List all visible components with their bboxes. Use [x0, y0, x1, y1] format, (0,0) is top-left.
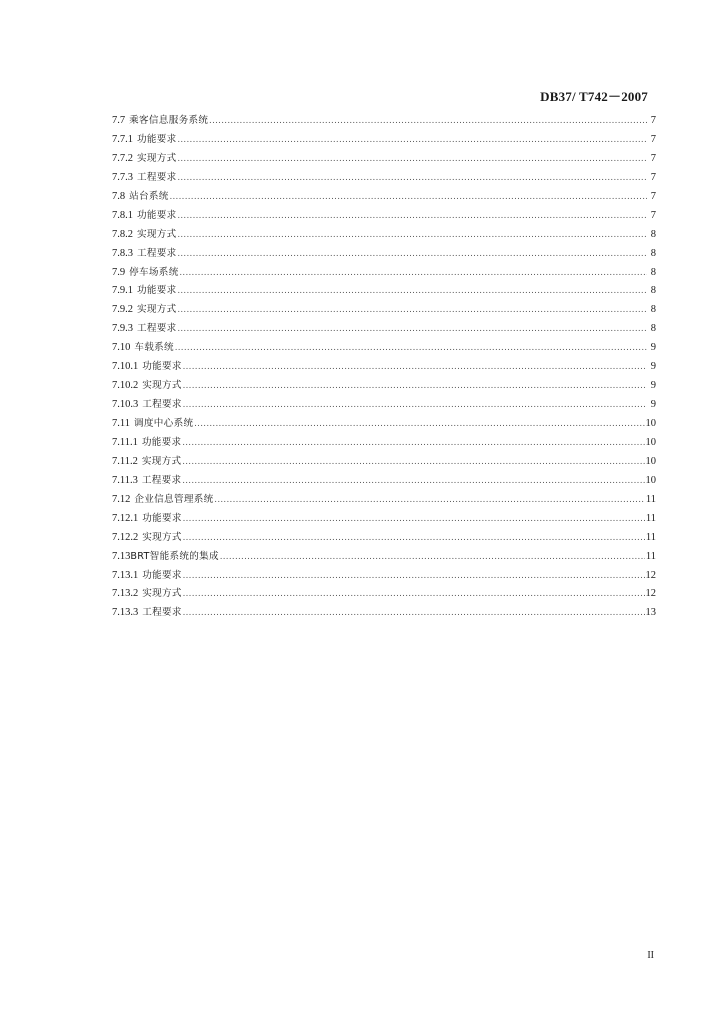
toc-entry-number: 7.7 — [112, 115, 126, 126]
toc-entry-page: 12 — [645, 569, 656, 581]
toc-entry-number: 7.11.2 — [112, 455, 138, 467]
toc-entry-title: 功能要求 — [141, 436, 182, 448]
toc-entry-title: 功能要求 — [137, 209, 177, 221]
toc-entry-page: 8 — [650, 304, 656, 316]
toc-entry-page: 12 — [645, 588, 656, 600]
toc-entry-page: 9 — [650, 399, 656, 411]
toc-entry-number: 7.8 — [112, 190, 126, 202]
toc-entry-title: 实现方式 — [142, 380, 182, 392]
toc-entry[interactable] — [112, 547, 656, 566]
toc-entry-page: 10 — [645, 455, 656, 467]
toc-entry-title: 车载系统 — [134, 342, 174, 354]
toc-entry-number: 7.10 — [112, 342, 131, 354]
toc-entry-title: 功能要求 — [137, 285, 177, 297]
toc-entry-title: 乘客信息服务系统 — [129, 115, 209, 126]
toc-entry-page: 7 — [650, 171, 656, 183]
toc-entry-number: 7.8.2 — [112, 228, 133, 240]
toc-entry[interactable] — [112, 584, 656, 603]
toc-entry-title: 实现方式 — [137, 228, 177, 240]
toc-entry-number: 7.10.1 — [112, 361, 139, 373]
toc-entry-number: 7.11.3 — [112, 474, 138, 486]
toc-dot-leader — [183, 528, 645, 547]
toc-dot-leader — [178, 244, 647, 263]
toc-entry-page: 9 — [650, 380, 656, 392]
toc-entry-page: 7 — [650, 133, 656, 145]
toc-dot-leader — [170, 187, 647, 206]
toc-entry-number: 7.7.1 — [112, 133, 133, 145]
toc-entry[interactable] — [112, 263, 656, 282]
toc-entry[interactable] — [112, 566, 656, 585]
toc-dot-leader — [178, 225, 647, 244]
toc-entry-number: 7.9.3 — [112, 323, 133, 335]
toc-dot-leader — [178, 206, 647, 225]
toc-entry-title: 功能要求 — [137, 133, 177, 145]
toc-entry[interactable] — [112, 244, 656, 263]
toc-entry[interactable] — [112, 509, 656, 528]
toc-entry[interactable] — [112, 376, 656, 395]
toc-entry-title: 停车场系统 — [129, 266, 179, 278]
toc-dot-leader — [183, 357, 647, 376]
toc-entry[interactable] — [112, 338, 656, 357]
toc-entry-number: 7.12 — [112, 493, 131, 505]
toc-entry[interactable] — [112, 281, 656, 300]
toc-entry-title: 工程要求 — [137, 323, 177, 335]
toc-entry-page: 7 — [650, 190, 656, 202]
toc-entry-title: BRT智能系统的集成 — [130, 550, 219, 562]
toc-entry[interactable] — [112, 225, 656, 244]
toc-entry-number: 7.7.2 — [112, 152, 133, 164]
toc-entry-page: 11 — [645, 531, 656, 543]
toc-entry[interactable] — [112, 300, 656, 319]
toc-entry-number: 7.13 — [112, 550, 131, 562]
toc-entry-title: 调度中心系统 — [134, 418, 194, 429]
toc-entry[interactable] — [112, 490, 656, 509]
toc-dot-leader — [183, 566, 645, 585]
toc-dot-leader — [178, 319, 647, 338]
table-of-contents — [112, 111, 656, 622]
toc-entry-title: 功能要求 — [142, 512, 182, 524]
toc-entry[interactable] — [112, 168, 656, 187]
toc-entry-title: 实现方式 — [142, 588, 182, 600]
toc-dot-leader — [194, 414, 644, 433]
toc-entry[interactable] — [112, 111, 656, 130]
toc-entry-number: 7.11 — [112, 418, 130, 429]
toc-dot-leader — [183, 584, 645, 603]
toc-entry-title: 功能要求 — [142, 361, 182, 373]
toc-entry-number: 7.9 — [112, 266, 126, 278]
toc-entry-title: 工程要求 — [137, 171, 177, 183]
toc-dot-leader — [178, 168, 647, 187]
toc-entry-number: 7.12.1 — [112, 512, 139, 524]
toc-entry-page: 7 — [650, 209, 656, 221]
toc-entry-number: 7.13.2 — [112, 588, 139, 600]
toc-entry-title: 实现方式 — [137, 304, 177, 316]
toc-entry-page: 10 — [645, 436, 656, 448]
toc-dot-leader — [175, 338, 647, 357]
toc-dot-leader — [209, 111, 647, 130]
page-number: II — [647, 950, 654, 961]
toc-entry-page: 10 — [645, 418, 656, 429]
toc-dot-leader — [220, 547, 645, 566]
toc-entry-page: 11 — [645, 550, 656, 562]
toc-entry[interactable] — [112, 414, 656, 433]
toc-entry-page: 9 — [650, 342, 656, 354]
toc-entry-page: 8 — [650, 285, 656, 297]
toc-entry-number: 7.9.1 — [112, 285, 133, 297]
toc-dot-leader — [182, 433, 644, 452]
toc-entry-number: 7.10.2 — [112, 380, 139, 392]
toc-entry-title: 实现方式 — [137, 152, 177, 164]
toc-dot-leader — [180, 263, 647, 282]
toc-entry-number: 7.13.3 — [112, 607, 139, 619]
toc-entry-title: 工程要求 — [142, 399, 182, 411]
toc-entry-page: 8 — [650, 323, 656, 335]
toc-entry-title: 企业信息管理系统 — [134, 493, 214, 505]
toc-entry[interactable] — [112, 357, 656, 376]
toc-entry-number: 7.12.2 — [112, 531, 139, 543]
toc-entry[interactable] — [112, 395, 656, 414]
toc-entry[interactable] — [112, 603, 656, 622]
toc-entry-number: 7.11.1 — [112, 436, 138, 448]
toc-entry[interactable] — [112, 187, 656, 206]
toc-entry[interactable] — [112, 452, 656, 471]
toc-dot-leader — [182, 471, 644, 490]
toc-dot-leader — [183, 376, 647, 395]
toc-entry[interactable] — [112, 130, 656, 149]
toc-entry-page: 9 — [650, 361, 656, 373]
toc-entry-title: 实现方式 — [141, 455, 182, 467]
toc-entry-page: 11 — [645, 512, 656, 524]
toc-dot-leader — [178, 149, 647, 168]
toc-dot-leader — [178, 300, 647, 319]
toc-entry-number: 7.7.3 — [112, 171, 133, 183]
standard-code-header: DB37/ T742－2007 — [540, 89, 648, 104]
toc-entry[interactable] — [112, 149, 656, 168]
toc-entry-page: 10 — [645, 474, 656, 486]
toc-entry[interactable] — [112, 528, 656, 547]
toc-dot-leader — [178, 130, 647, 149]
toc-entry-title: 工程要求 — [141, 474, 182, 486]
toc-entry-page: 7 — [650, 115, 656, 126]
toc-entry[interactable] — [112, 319, 656, 338]
toc-entry[interactable] — [112, 433, 656, 452]
toc-entry-page: 8 — [650, 266, 656, 278]
toc-entry[interactable] — [112, 206, 656, 225]
toc-entry-title: 工程要求 — [137, 247, 177, 259]
toc-dot-leader — [183, 509, 645, 528]
toc-entry-number: 7.8.3 — [112, 247, 133, 259]
toc-dot-leader — [178, 281, 647, 300]
toc-dot-leader — [183, 395, 647, 414]
toc-entry-title: 工程要求 — [142, 607, 182, 619]
toc-entry-number: 7.13.1 — [112, 569, 139, 581]
toc-entry-title: 站台系统 — [129, 190, 169, 202]
toc-entry-number: 7.10.3 — [112, 399, 139, 411]
toc-entry-page: 8 — [650, 228, 656, 240]
toc-entry-number: 7.8.1 — [112, 209, 133, 221]
toc-entry-number: 7.9.2 — [112, 304, 133, 316]
toc-entry-title: 实现方式 — [142, 531, 182, 543]
toc-entry-title: 功能要求 — [142, 569, 182, 581]
toc-entry-page: 8 — [650, 247, 656, 259]
toc-entry-page: 7 — [650, 152, 656, 164]
toc-dot-leader — [182, 452, 644, 471]
toc-entry-page: 13 — [645, 607, 656, 619]
toc-entry[interactable] — [112, 471, 656, 490]
toc-dot-leader — [215, 490, 645, 509]
toc-entry-page: 11 — [645, 493, 656, 505]
toc-dot-leader — [183, 603, 645, 622]
